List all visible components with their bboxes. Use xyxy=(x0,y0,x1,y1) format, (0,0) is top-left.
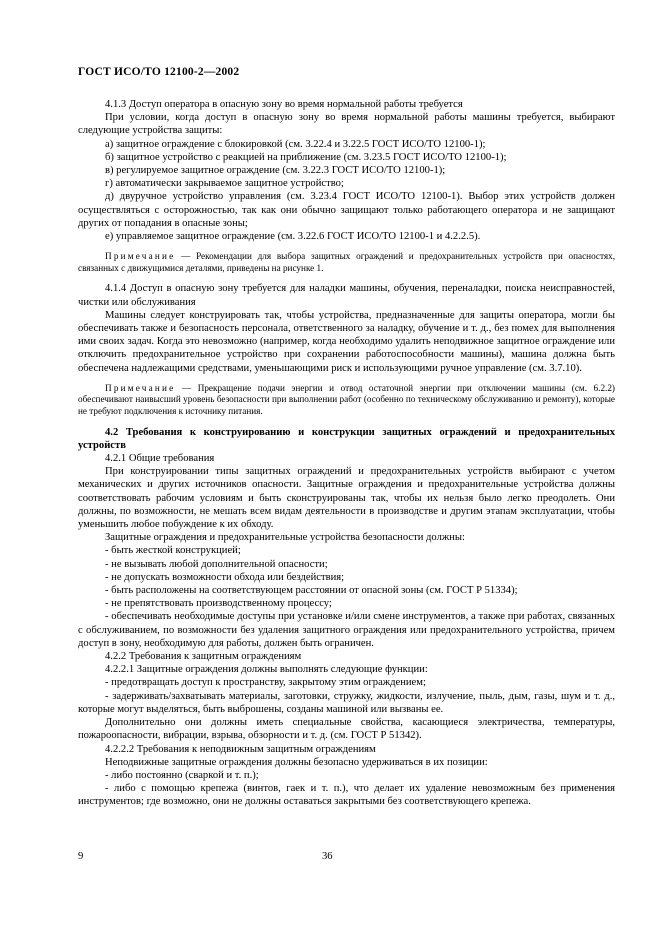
note-1-text: — Рекомендации для выбора защитных ограждений и предохранительных устройств при опасностях, связанных с движущимися деталями, приведены на рисунке 1. xyxy=(78,251,615,273)
requirement-item-1: - быть жесткой конструкцией; xyxy=(105,545,241,557)
note-2-label: Примечание xyxy=(105,382,176,393)
note-2-text: — Прекращение подачи энергии и отвод остаточной энергии при отключении машины (см. 6.2.2) обеспечивают наивысший уровень безопасности при выполнении работ (особенно по техническому обслуживанию и ремонту), которые не требуют подключения к источнику питания. xyxy=(78,382,615,417)
list-item-a: а) защитное ограждение с блокировкой (см. 3.22.4 и 3.22.5 ГОСТ ИСО/ТО 12100-1); xyxy=(105,138,486,150)
requirement-item-5: - не препятствовать производственному процессу; xyxy=(105,598,332,610)
clause-4-1-3-intro: При условии, когда доступ в опасную зону во время нормальной работы машины требуется, выбирают следующие устройства защиты: xyxy=(78,112,615,137)
requirement-item-6: - обеспечивать необходимые доступы при установке и/или смене инструментов, а также при работах, связанных с обслуживанием, по возможности без удаления защитного ограждения или предохранительного устройства, причем доступ в зону, необходимую для работы, должен быть ограничен. xyxy=(78,611,615,649)
list-item-b: б) защитное устройство с реакцией на приближение (см. 3.23.5 ГОСТ ИСО/ТО 12100-1); xyxy=(105,151,507,163)
fixing-item-1: - либо постоянно (сваркой и т. п.); xyxy=(105,769,259,781)
note-1 xyxy=(78,251,615,274)
footer-left-number: 9 xyxy=(78,851,84,862)
clause-4-1-3-title: 4.1.3 Доступ оператора в опасную зону во время нормальной работы требуется xyxy=(105,99,463,110)
clause-4-2-2-1-title: 4.2.2.1 Защитные ограждения должны выполнять следующие функции: xyxy=(105,664,428,676)
document-body xyxy=(78,98,615,809)
clause-4-2-1-title: 4.2.1 Общие требования xyxy=(105,453,215,465)
list-item-g: г) автоматически закрываемое защитное устройство; xyxy=(105,178,344,190)
requirement-item-2: - не вызывать любой дополнительной опасности; xyxy=(105,558,328,570)
function-item-1: - предотвращать доступ к пространству, закрытому этим ограждением; xyxy=(105,677,426,689)
requirement-item-3: - не допускать возможности обхода или бездействия; xyxy=(105,571,345,583)
page-number: 36 xyxy=(322,851,333,862)
clause-4-2-2-2-intro: Неподвижные защитные ограждения должны безопасно удерживаться в их позиции: xyxy=(105,756,488,768)
clause-4-2-1-text: При конструировании типы защитных ограждений и предохранительных устройств выбирают с учетом механических и других источников опасности. Защитные ограждения и предохранительные устройства должны соответствовать рабочим условиям и быть сконструированы так, чтобы их нельзя было легко преодолеть. Они должны, по возможности, не мешать всем видам деятельности в производстве и другим этапам эксплуатации, чтобы уменьшить любое побуждение к их обходу. xyxy=(78,466,615,531)
note-2 xyxy=(78,383,615,418)
function-item-2: - задерживать/захватывать материалы, заготовки, стружку, жидкости, излучение, пыль, дым, газы, шум и т. д., которые могут выделяться, быть выброшены, созданы машиной или вызваны ее. xyxy=(78,690,615,715)
clause-4-2-2-1-extra: Дополнительно они должны иметь специальные свойства, касающиеся электричества, температуры, пожароопасности, вибрации, взрыва, обзорности и т. д. (см. ГОСТ Р 51342). xyxy=(78,717,615,742)
list-item-d: д) двуручное устройство управления (см. 3.23.4 ГОСТ ИСО/ТО 12100-1). Выбор этих устройств должен осуществляться с осторожностью, так как они обычно защищают только работающего оператора и не защищают других от попадания в опасные зоны; xyxy=(78,191,615,229)
list-item-v: в) регулируемое защитное ограждение (см. 3.22.3 ГОСТ ИСО/ТО 12100-1); xyxy=(105,165,446,177)
note-1-label: Примечание xyxy=(105,251,176,262)
requirement-item-4: - быть расположены на соответствующем расстоянии от опасной зоны (см. ГОСТ Р 51334); xyxy=(105,585,518,597)
clause-4-2-2-title: 4.2.2 Требования к защитным ограждениям xyxy=(105,651,302,663)
clause-4-1-4-title: 4.1.4 Доступ в опасную зону требуется для наладки машины, обучения, переналадки, поиска неисправностей, чистки или обслуживания xyxy=(78,283,615,308)
fixing-item-2: - либо с помощью крепежа (винтов, гаек и т. п.), что делает их удаление невозможным без применения инструментов; где возможно, они не должны оставаться закрытыми без соответствующего крепежа. xyxy=(78,783,615,808)
clause-4-1-4-text: Машины следует конструировать так, чтобы устройства, предназначенные для защиты оператора, могли бы обеспечивать также и безопасность персонала, ответственного за наладку, обучение и т. д., без помех для выполнения ими своих задач. Когда это невозможно (например, когда необходимо удалить неподвижное защитное ограждение или отключить предохранительное устройство при сохранении работоспособности машины), машина должна быть обеспечена надлежащими средствами, уменьшающими риск и использующими ручное управление (см. 3.7.10). xyxy=(78,309,615,374)
clause-4-2-2-2-title: 4.2.2.2 Требования к неподвижным защитным ограждениям xyxy=(105,743,376,755)
list-item-e: е) управляемое защитное ограждение (см. 3.22.6 ГОСТ ИСО/ТО 12100-1 и 4.2.2.5). xyxy=(105,231,481,243)
section-4-2-heading: 4.2 Требования к конструированию и конструкции защитных ограждений и предохранительных устройств xyxy=(78,426,615,451)
document-header: ГОСТ ИСО/ТО 12100-2—2002 xyxy=(78,66,240,78)
clause-4-2-1-intro: Защитные ограждения и предохранительные устройства безопасности должны: xyxy=(105,532,465,544)
